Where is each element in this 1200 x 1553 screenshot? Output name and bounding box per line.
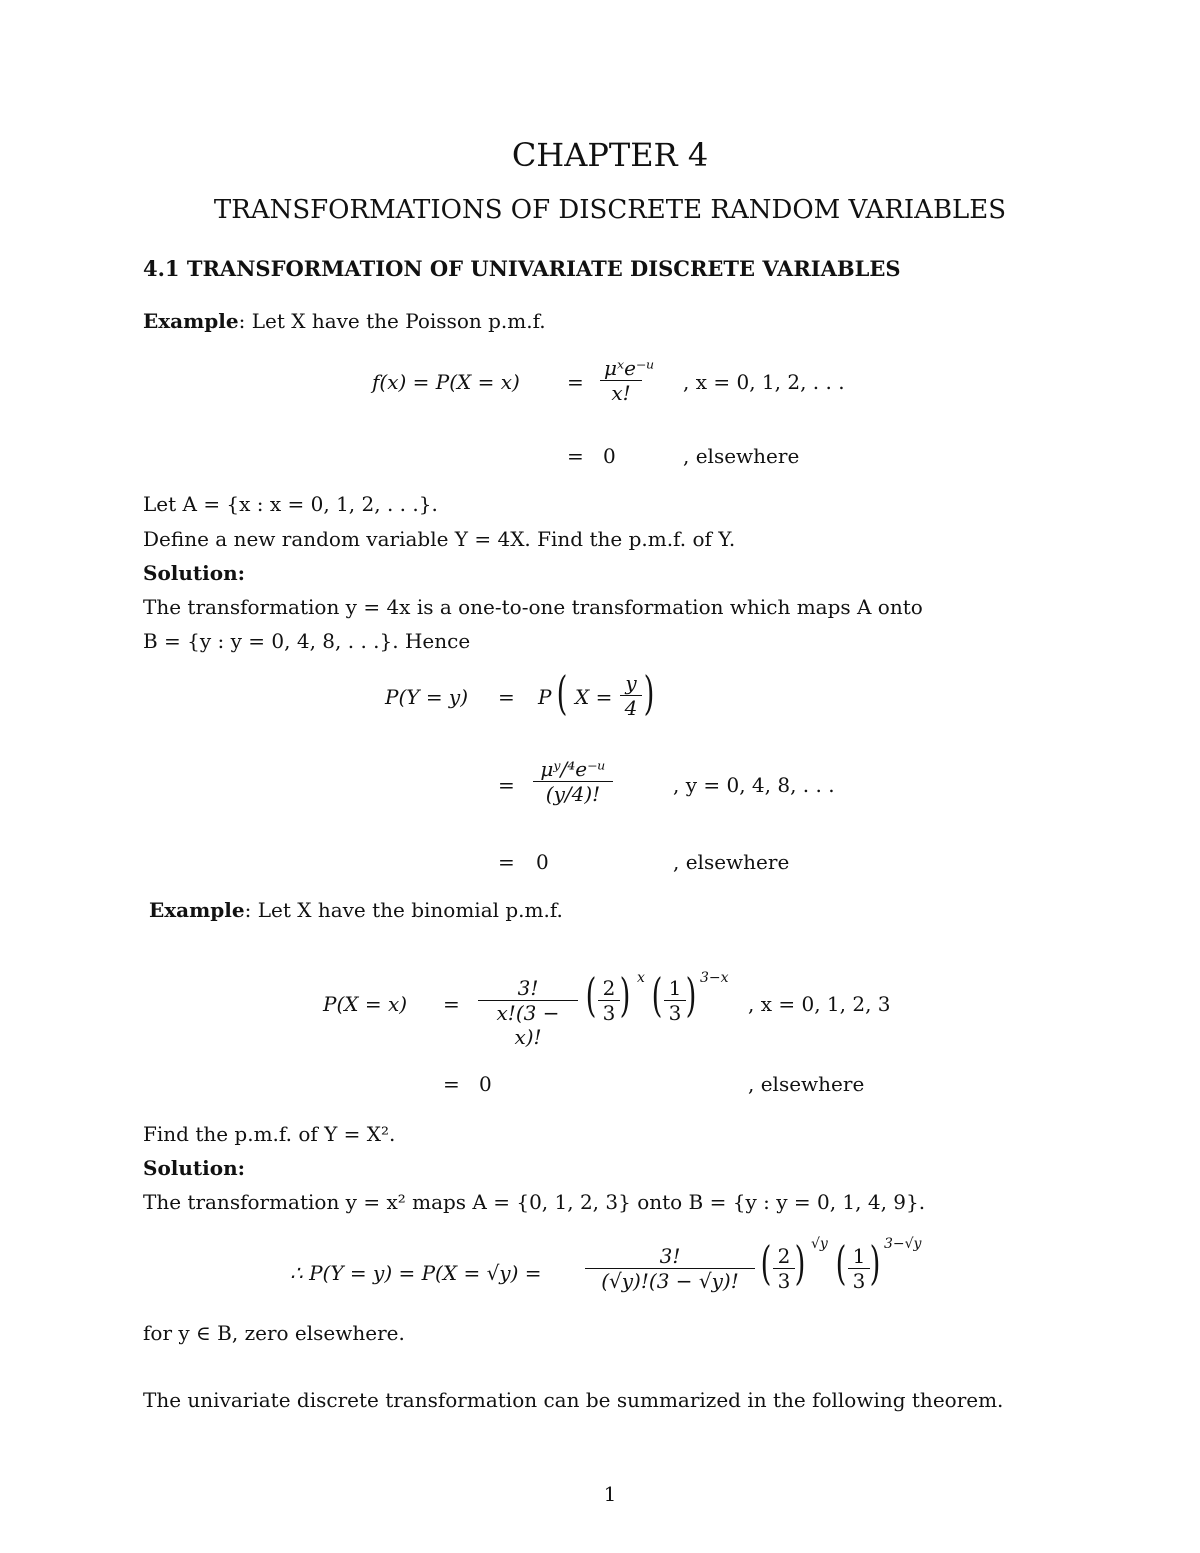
closing-sentence: The univariate discrete transformation can be summarized in the following theorem. <box>143 1388 1004 1412</box>
eq3-denominator: 4 <box>624 696 638 720</box>
define-line: Define a new random variable Y = 4X. Find the p.m.f. of Y. <box>143 527 736 551</box>
fraction-two-thirds-2 <box>773 1244 795 1293</box>
binomial-condition: , x = 0, 1, 2, 3 <box>748 992 891 1016</box>
example1-text: : Let X have the Poisson p.m.f. <box>238 309 546 333</box>
eq-transformed-lhs: ∴ P(Y = y) = P(X = √y) = <box>290 1261 542 1285</box>
numerator: 1 <box>668 976 682 1000</box>
chapter-title: CHAPTER 4 <box>511 136 709 174</box>
binomial-eq: = <box>443 992 460 1016</box>
eq1-lhs: f(x) = P(X = x) <box>372 370 520 394</box>
exponent-3-minus-sqrt-y: 3−√y <box>884 1236 922 1252</box>
left-paren: ( <box>651 968 663 1022</box>
example-label: Example <box>143 309 239 333</box>
binomial-coefficient <box>478 976 578 1049</box>
exponent-3-minus-x: 3−x <box>700 970 729 986</box>
eq3-numerator: y <box>625 671 637 695</box>
find-line: Find the p.m.f. of Y = X². <box>143 1122 396 1146</box>
solution-line-1: The transformation y = 4x is a one-to-one transformation which maps A onto <box>143 595 923 619</box>
eq1-numerator: μˣe⁻ᵘ <box>604 356 655 380</box>
numerator: 1 <box>852 1244 866 1268</box>
eq4-denominator: (y/4)! <box>545 782 601 806</box>
denominator: 3 <box>602 1001 616 1025</box>
eq4-condition: , y = 0, 4, 8, . . . <box>673 773 835 797</box>
eq4-fraction <box>533 757 613 806</box>
solution2-line-1: The transformation y = x² maps A = {0, 1, 2, 3} onto B = {y : y = 0, 1, 4, 9}. <box>143 1190 926 1214</box>
eq4-eq: = <box>498 773 515 797</box>
eq2-condition: , elsewhere <box>683 444 800 468</box>
exponent-sqrt-y: √y <box>811 1236 828 1252</box>
eq5-condition: , elsewhere <box>673 850 790 874</box>
denominator: 3 <box>777 1269 791 1293</box>
eq2-value: 0 <box>603 444 616 468</box>
left-paren: ( <box>556 666 568 720</box>
eq3-inner: X = <box>575 685 613 709</box>
fraction-one-third <box>664 976 686 1025</box>
eq5-eq: = <box>498 850 515 874</box>
eq1-condition: , x = 0, 1, 2, . . . <box>683 370 845 394</box>
binomial-elsewhere: , elsewhere <box>748 1072 865 1096</box>
right-paren: ) <box>619 968 631 1022</box>
solution-label: Solution: <box>143 561 246 585</box>
solution-label-2: Solution: <box>143 1156 246 1180</box>
coef-denominator: (√y)!(3 − √y)! <box>601 1269 739 1293</box>
right-paren: ) <box>869 1236 881 1290</box>
left-paren: ( <box>835 1236 847 1290</box>
denominator: 3 <box>852 1269 866 1293</box>
eq3-fraction <box>620 671 642 720</box>
section-heading: 4.1 TRANSFORMATION OF UNIVARIATE DISCRETE VARIABLES <box>143 256 901 281</box>
example2-text: : Let X have the binomial p.m.f. <box>244 898 563 922</box>
right-paren: ) <box>794 1236 806 1290</box>
eq1-eq: = <box>567 370 584 394</box>
eq4-numerator: μʸ/⁴e⁻ᵘ <box>540 757 606 781</box>
solution-line-2: B = {y : y = 0, 4, 8, . . .}. Hence <box>143 629 471 653</box>
eq1-fraction <box>600 356 655 405</box>
example2-intro <box>149 898 563 922</box>
example-label: Example <box>149 898 245 922</box>
numerator: 2 <box>602 976 616 1000</box>
chapter-subtitle: TRANSFORMATIONS OF DISCRETE RANDOM VARIABLES <box>213 195 1007 225</box>
let-a-line: Let A = {x : x = 0, 1, 2, . . .}. <box>143 492 438 516</box>
page-number: 1 <box>603 1482 617 1506</box>
for-line: for y ∈ B, zero elsewhere. <box>143 1321 405 1345</box>
coef-denominator: x!(3 − x)! <box>496 1001 560 1049</box>
coef-numerator: 3! <box>659 1244 681 1268</box>
fraction-one-third-2 <box>848 1244 870 1293</box>
denominator: 3 <box>668 1001 682 1025</box>
fraction-two-thirds <box>598 976 620 1025</box>
numerator: 2 <box>777 1244 791 1268</box>
eq2-eq: = <box>567 444 584 468</box>
eq5-value: 0 <box>536 850 549 874</box>
transformed-coefficient <box>585 1244 755 1293</box>
eq3-eq: = <box>498 685 515 709</box>
eq3-lhs: P(Y = y) <box>385 685 469 709</box>
right-paren: ) <box>643 666 655 720</box>
coef-numerator: 3! <box>517 976 539 1000</box>
left-paren: ( <box>585 968 597 1022</box>
eq3-p: P <box>538 685 552 709</box>
binomial-eq2: = <box>443 1072 460 1096</box>
example1-intro <box>143 309 546 333</box>
eq1-denominator: x! <box>611 381 631 405</box>
left-paren: ( <box>760 1236 772 1290</box>
right-paren: ) <box>685 968 697 1022</box>
binomial-zero: 0 <box>479 1072 492 1096</box>
binomial-lhs: P(X = x) <box>323 992 408 1016</box>
exponent-x: x <box>637 970 645 986</box>
